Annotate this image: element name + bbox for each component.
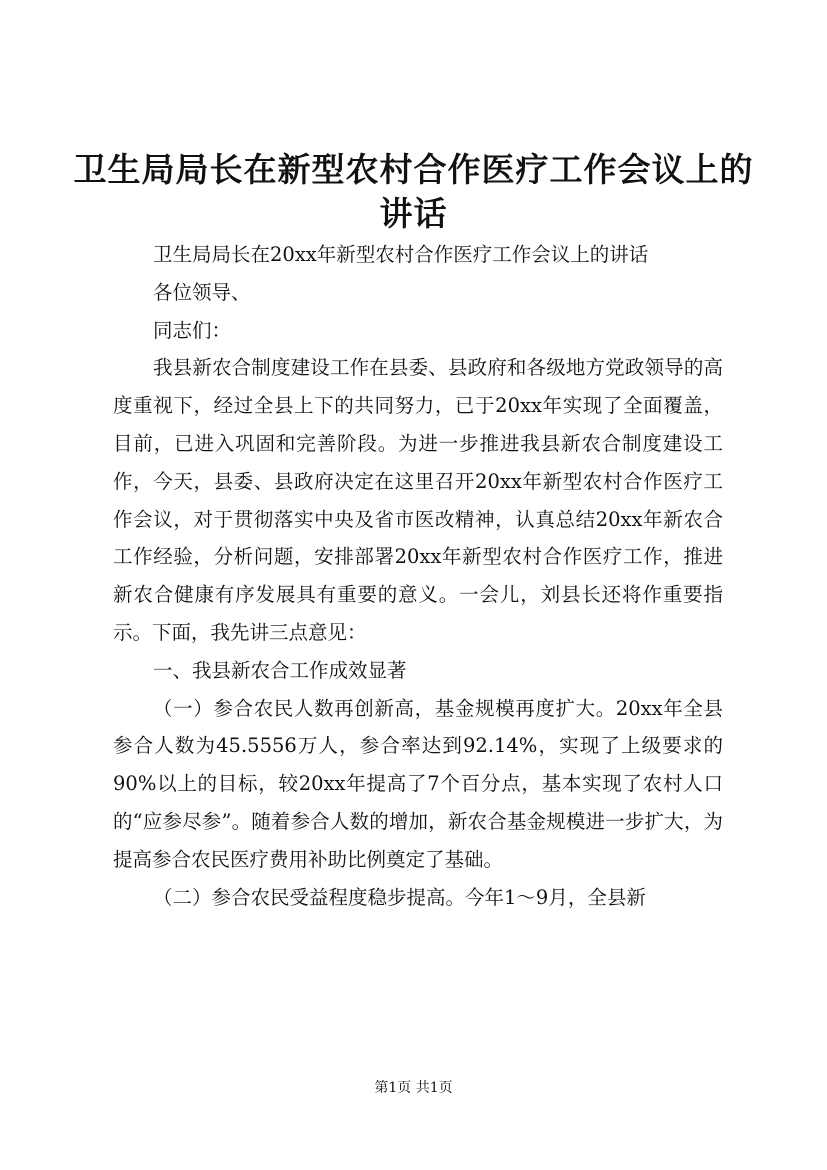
paragraph-subsection-1: （一）参合农民人数再创新高，基金规模再度扩大。20xx年全县参合人数为45.5556万人，参合率达到92.14%，实现了上级要求的90%以上的目标，较20xx年提高了7个百分点，基本实现了农村人口的“应参尽参”。随着参合人数的增加，新农合基金规模进一步扩大，为提高参合农民医疗费用补助比例奠定了基础。	[113, 696, 723, 871]
document-body	[113, 236, 723, 916]
paragraph-subsection-2: （二）参合农民受益程度稳步提高。今年1～9月，全县新	[153, 885, 646, 909]
section-heading-1: 一、我县新农合工作成效显著	[153, 658, 407, 682]
paragraph-heading-line: 卫生局局长在20xx年新型农村合作医疗工作会议上的讲话	[153, 243, 649, 266]
document-title: 卫生局局长在新型农村合作医疗工作会议上的讲话	[73, 150, 754, 233]
page-footer: 第1页 共1页	[374, 1080, 453, 1096]
paragraph-salutation-2: 同志们：	[153, 318, 232, 342]
paragraph-salutation-1: 各位领导、	[153, 280, 251, 304]
paragraph-intro: 我县新农合制度建设工作在县委、县政府和各级地方党政领导的高度重视下，经过全县上下的共同努力，已于20xx年实现了全面覆盖，目前，已进入巩固和完善阶段。为进一步推进我县新农合制度建设工作，今天，县委、县政府决定在这里召开20xx年新型农村合作医疗工作会议，对于贯彻落实中央及省市医改精神，认真总结20xx年新农合工作经验，分析问题，安排部署20xx年新型农村合作医疗工作，推进新农合健康有序发展具有重要的意义。一会儿，刘县长还将作重要指示。下面，我先讲三点意见：	[113, 356, 723, 644]
